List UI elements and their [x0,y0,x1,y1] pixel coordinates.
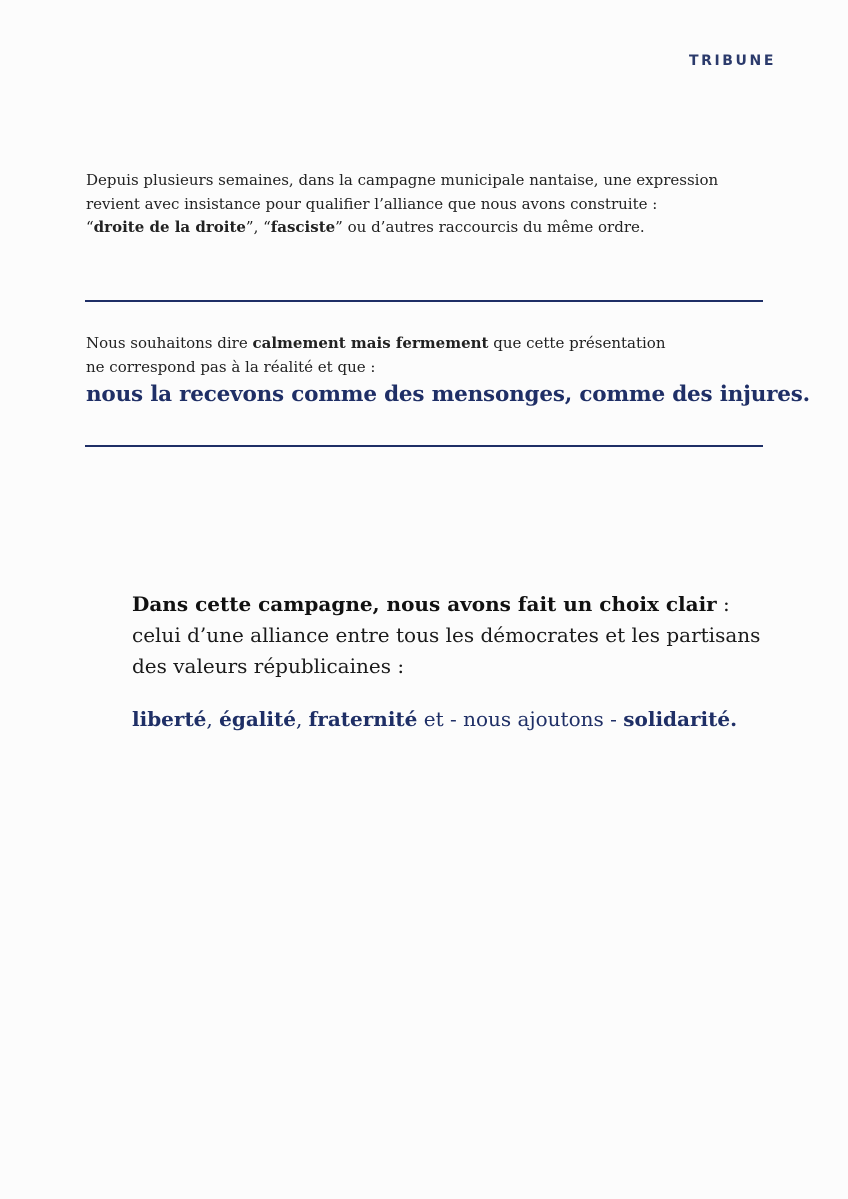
values-text [132,704,832,735]
response-intro: Nous souhaitons dire [86,334,253,352]
section-label: TRIBUNE [688,53,776,69]
response-intro-rest: que cette présentation [488,334,666,352]
choice-line-3: des valeurs républicaines : [132,654,405,678]
quote-mark: “ [86,218,94,236]
choice-line-2: celui d’une alliance entre tous les démocrates et les partisans [132,623,761,647]
values-separator-2: , [295,707,309,731]
quote-separator: ”, “ [245,218,271,236]
term-droite-de-la-droite: droite de la droite [93,218,246,236]
term-fasciste: fasciste [270,218,336,236]
response-line-2: ne correspond pas à la réalité et que : [86,357,376,376]
divider-bottom [85,445,763,447]
values-line [132,704,832,735]
choice-block [132,589,792,682]
response-emphasis: calmement mais fermement [252,334,489,352]
choice-lead-colon: : [716,592,730,616]
value-egalite: égalité [219,707,296,731]
value-solidarite: solidarité. [623,707,738,731]
values-separator-1: , [206,707,220,731]
value-fraternite: fraternité [308,707,418,731]
intro-line-3 [86,216,776,240]
choice-lead-line [132,589,792,620]
key-statement: nous la recevons comme des mensonges, comme des injures. [86,382,810,407]
values-middle: et - nous ajoutons - [417,707,624,731]
response-paragraph [86,332,810,411]
choice-lead: Dans cette campagne, nous avons fait un choix clair [132,592,717,616]
intro-line-1: Depuis plusieurs semaines, dans la campagne municipale nantaise, une expression [86,171,719,189]
intro-line-3-rest: ” ou d’autres raccourcis du même ordre. [335,218,645,236]
intro-paragraph [86,169,776,240]
divider-top [85,300,763,302]
value-liberte: liberté [132,707,207,731]
response-line-1 [86,332,776,356]
intro-line-2: revient avec insistance pour qualifier l’alliance que nous avons construite : [86,194,658,213]
